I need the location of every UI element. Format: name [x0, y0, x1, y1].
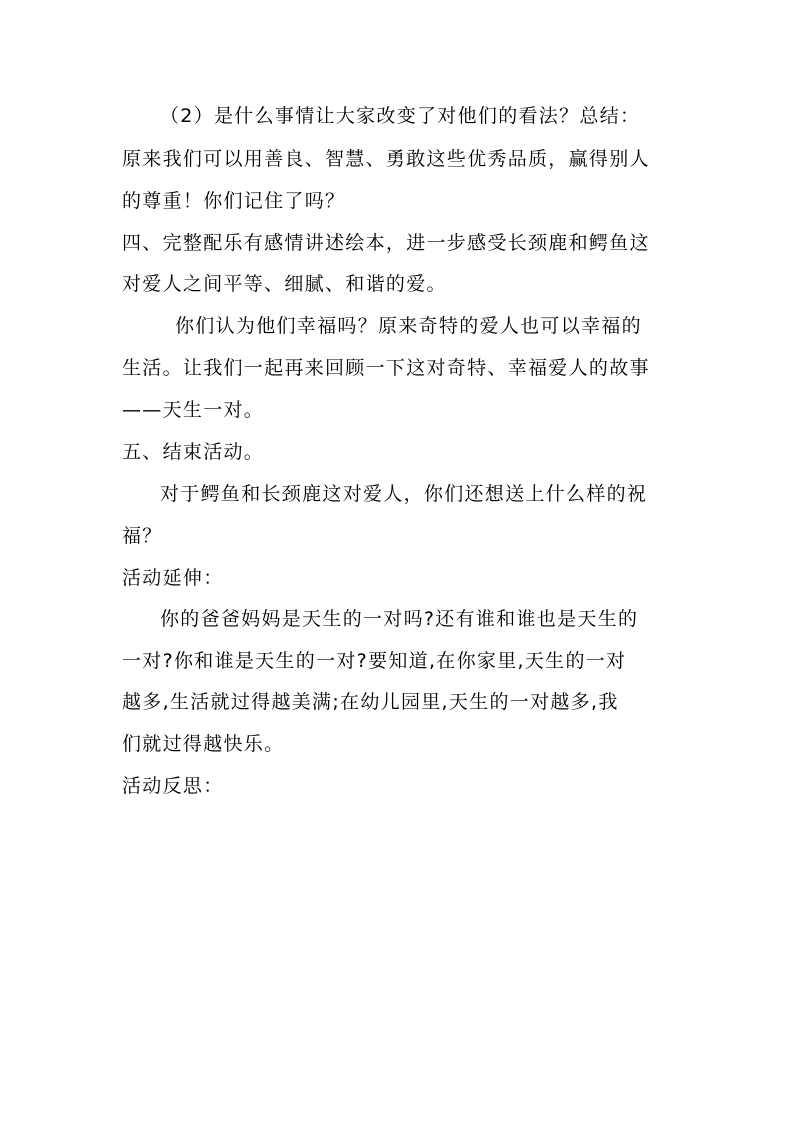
paragraph-line-7: 生活。让我们一起再来回顾一下这对奇特、幸福爱人的故事: [122, 357, 650, 379]
paragraph-line-11: 福？: [122, 525, 163, 547]
section-heading-extension: 活动延伸：: [122, 567, 224, 589]
paragraph-line-2: 原来我们可以用善良、智慧、勇敢这些优秀品质，赢得别人: [122, 148, 650, 170]
paragraph-line-16: 们就过得越快乐。: [122, 733, 285, 755]
paragraph-line-14: 一对?你和谁是天生的一对?要知道,在你家里,天生的一对: [122, 650, 627, 672]
paragraph-line-13: 你的爸爸妈妈是天生的一对吗?还有谁和谁也是天生的: [160, 608, 639, 630]
paragraph-line-1: （2）是什么事情让大家改变了对他们的看法？总结：: [160, 105, 641, 127]
paragraph-line-3: 的尊重！你们记住了吗？: [122, 190, 346, 212]
section-heading-reflection: 活动反思：: [122, 775, 224, 797]
paragraph-line-10: 对于鳄鱼和长颈鹿这对爱人，你们还想送上什么样的祝: [160, 483, 648, 505]
paragraph-line-6: 你们认为他们幸福吗？原来奇特的爱人也可以幸福的: [175, 315, 642, 337]
section-heading-4: 四、完整配乐有感情讲述绘本，进一步感受长颈鹿和鳄鱼这: [122, 232, 650, 254]
paragraph-line-15: 越多,生活就过得越美满;在幼儿园里,天生的一对越多,我: [122, 691, 619, 713]
section-heading-5: 五、结束活动。: [122, 441, 265, 463]
paragraph-line-5: 对爱人之间平等、细腻、和谐的爱。: [122, 273, 447, 295]
paragraph-line-8: ——天生一对。: [122, 399, 265, 421]
